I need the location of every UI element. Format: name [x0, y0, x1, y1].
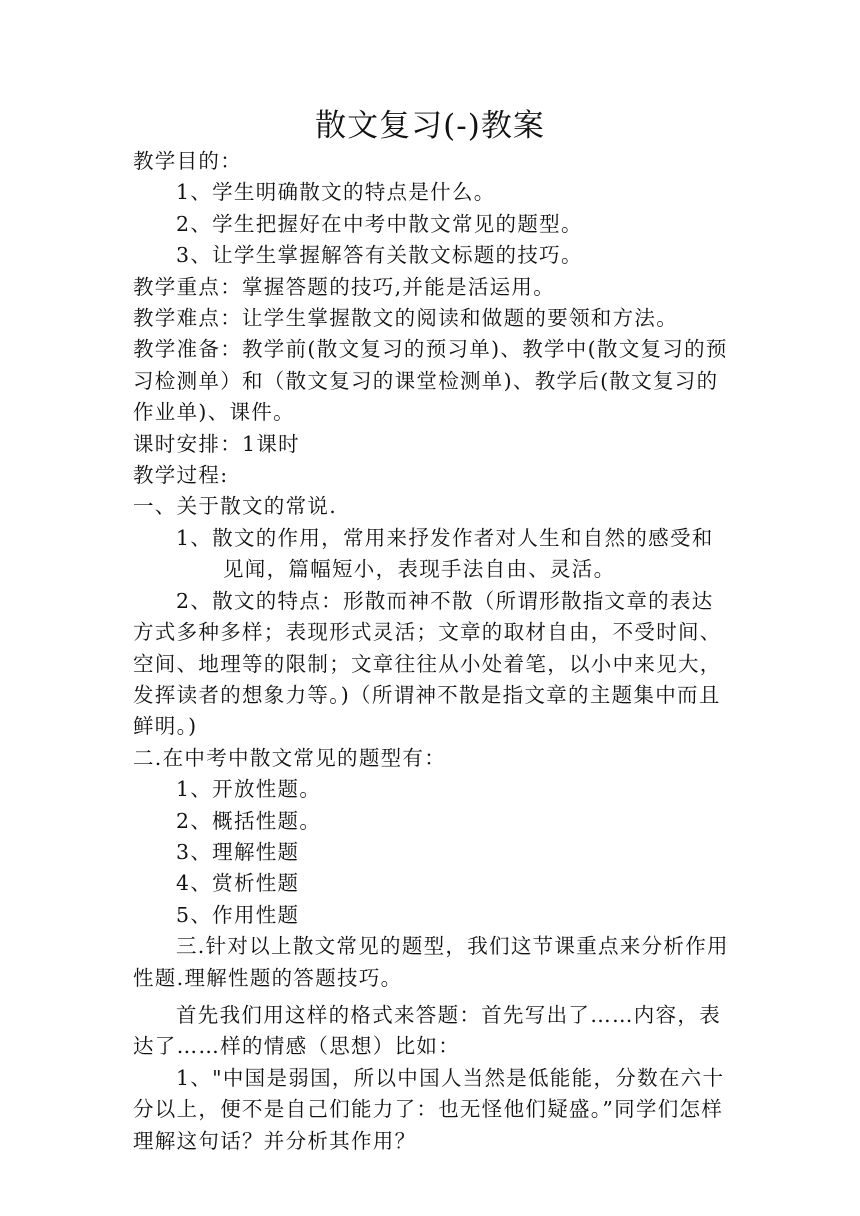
list-item: 5、作用性题	[176, 902, 300, 927]
paragraph: 三.针对以上散文常见的题型，我们这节课重点来分析作用性题.理解性题的答题技巧。	[133, 934, 729, 990]
section-heading: 二.在中考中散文常见的题型有：	[133, 745, 447, 770]
list-item: 2、概括性题。	[176, 808, 322, 833]
section-heading: 教学过程:	[133, 463, 229, 488]
list-item: 1、开放性题。	[176, 777, 322, 802]
document-body	[133, 146, 729, 1157]
section-heading: 一、关于散文的常说.	[133, 494, 338, 519]
paragraph: 教学难点：让学生掌握散文的阅读和做题的要领和方法。	[133, 306, 678, 331]
section-heading: 教学目的：	[133, 149, 242, 173]
list-item: 1、学生明确散文的特点是什么。	[176, 180, 496, 205]
list-item: 4、赏析性题	[176, 871, 300, 896]
paragraph: 教学重点：掌握答题的技巧,并能是活运用。	[133, 274, 556, 299]
list-item: 2、学生把握好在中考中散文常见的题型。	[176, 211, 583, 236]
document-title: 散文复习(-)教案	[315, 108, 545, 144]
list-item: 3、理解性题	[176, 839, 300, 864]
paragraph: 2、散文的特点：形散而神不散（所谓形散指文章的表达方式多种多样；表现形式灵活；文章的取材自由，不受时间、空间、地理等的限制；文章往往从小处着笔，以小中来见大，发挥读者的想象力等。)（所谓神不散是指文章的主题集中而且鲜明。)	[133, 588, 722, 739]
list-item: 3、让学生掌握解答有关散文标题的技巧。	[176, 243, 583, 268]
paragraph: 课时安排：1课时	[133, 431, 300, 456]
paragraph: 教学准备：教学前(散文复习的预习单)、教学中(散文复习的预习检测单）和（散文复习的课堂检测单)、教学后(散文复习的作业单)、课件。	[133, 337, 728, 425]
paragraph: 首先我们用这样的格式来答题：首先写出了……内容，表达了……样的情感（思想）比如：	[133, 1002, 721, 1059]
paragraph: 1、"中国是弱国，所以中国人当然是低能能，分数在六十分以上，便不是自己们能力了：也无怪他们疑盛。”同学们怎样理解这句话？并分析其作用？	[133, 1065, 725, 1153]
list-item: 1、散文的作用，常用来抒发作者对人生和自然的感受和见闻，篇幅短小，表现手法自由、灵活。	[176, 525, 714, 582]
